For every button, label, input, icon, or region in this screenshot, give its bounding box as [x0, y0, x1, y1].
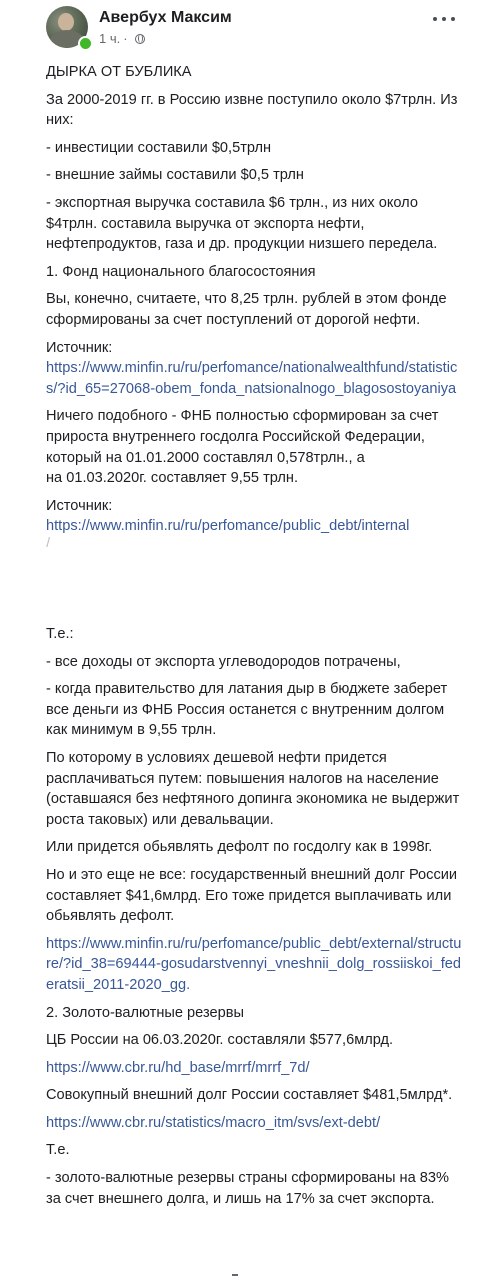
paragraph: - инвестиции составили $0,5трлн [46, 139, 272, 156]
author-name[interactable]: Авербух Максим [99, 9, 232, 26]
more-options-icon[interactable] [433, 14, 455, 24]
post-header [0, 0, 498, 54]
source-label: Источник: [46, 497, 113, 514]
dot-2 [442, 17, 446, 21]
post-body [46, 62, 466, 547]
scroll-indicator [232, 1274, 238, 1276]
meta-separator: · [123, 31, 128, 46]
source-link[interactable]: https://www.cbr.ru/statistics/macro_itm/svs/ext-debt/ [46, 1114, 381, 1131]
paragraph: - экспортная выручка составила $6 трлн., из них около $4трлн. составила выручка от экспорта нефти, нефтепродуктов, газа и др. продукции низшего передела. [46, 194, 438, 253]
post-meta [99, 31, 145, 46]
paragraph: Т.е. [46, 1142, 70, 1159]
paragraph: Ничего подобного - ФНБ полностью сформирован за счет прироста внутреннего госдолга Российской Федерации, который на 01.01.2000 составлял 0,578трлн., а [46, 408, 439, 466]
cut-line: / [46, 536, 51, 547]
source-label: Источник: [46, 339, 113, 356]
section-heading: 2. Золото-валютные резервы [46, 1004, 244, 1021]
post-body-continued [46, 624, 466, 1209]
section-heading: 1. Фонд национального благосостояния [46, 263, 316, 280]
paragraph: Но и это еще не все: государственный внешний долг России составляет $41,6млрд. Его тоже придется выплачивать или обьявлять дефолт. [46, 866, 458, 925]
paragraph: - внешние займы составили $0,5 трлн [46, 167, 304, 184]
paragraph: По которому в условиях дешевой нефти придется расплачиваться путем: повышения налогов на население (оставшаяся без нефтяного допинга экономика не выдержит роста таковых) или девальвации. [46, 749, 460, 828]
dot-1 [433, 17, 437, 21]
paragraph: Вы, конечно, считаете, что 8,25 трлн. рублей в этом фонде сформированы за счет поступлений от дорогой нефти. [46, 291, 447, 328]
paragraph: Т.е.: [46, 626, 74, 642]
source-link[interactable]: https://www.minfin.ru/ru/perfomance/nationalwealthfund/statistics/?id_65=27068-obem_fonda_natsionalnogo_blagosostoyaniya [46, 360, 458, 397]
paragraph: на 01.03.2020г. составляет 9,55 трлн. [46, 470, 299, 487]
avatar-head [58, 13, 74, 31]
post-title: ДЫРКА ОТ БУБЛИКА [46, 64, 192, 80]
paragraph: Совокупный внешний долг России составляет $481,5млрд*. [46, 1087, 453, 1104]
paragraph: ЦБ России на 06.03.2020г. составляли $577,6млрд. [46, 1032, 394, 1049]
dot-3 [451, 17, 455, 21]
paragraph: - все доходы от экспорта углеводородов потрачены, [46, 653, 401, 670]
paragraph: Или придется обьявлять дефолт по госдолгу как в 1998г. [46, 839, 433, 856]
paragraph: За 2000-2019 гг. в Россию извне поступило около $7трлн. Из них: [46, 91, 458, 129]
online-status-dot [78, 36, 93, 51]
screenshot-seam [0, 616, 498, 620]
post-time[interactable]: 1 ч. [99, 31, 121, 46]
source-link[interactable]: https://www.cbr.ru/hd_base/mrrf/mrrf_7d/ [46, 1059, 310, 1076]
source-link[interactable]: https://www.minfin.ru/ru/perfomance/public_debt/external/structure/?id_38=69444-gosudarstvennyi_vneshnii_dolg_rossiiskoi_federatsii_2011-2020_gg. [46, 935, 462, 993]
globe-icon[interactable] [135, 34, 145, 44]
paragraph: - когда правительство для латания дыр в бюджете заберет все деньги из ФНБ Россия останется с внутренним долгом как минимум в 9,55 трлн. [46, 681, 448, 739]
source-link[interactable]: https://www.minfin.ru/ru/perfomance/public_debt/internal [46, 518, 410, 535]
paragraph: - золото-валютные резервы страны сформированы на 83% за счет внешнего долга, и лишь на 17% за счет экспорта. [46, 1170, 449, 1207]
